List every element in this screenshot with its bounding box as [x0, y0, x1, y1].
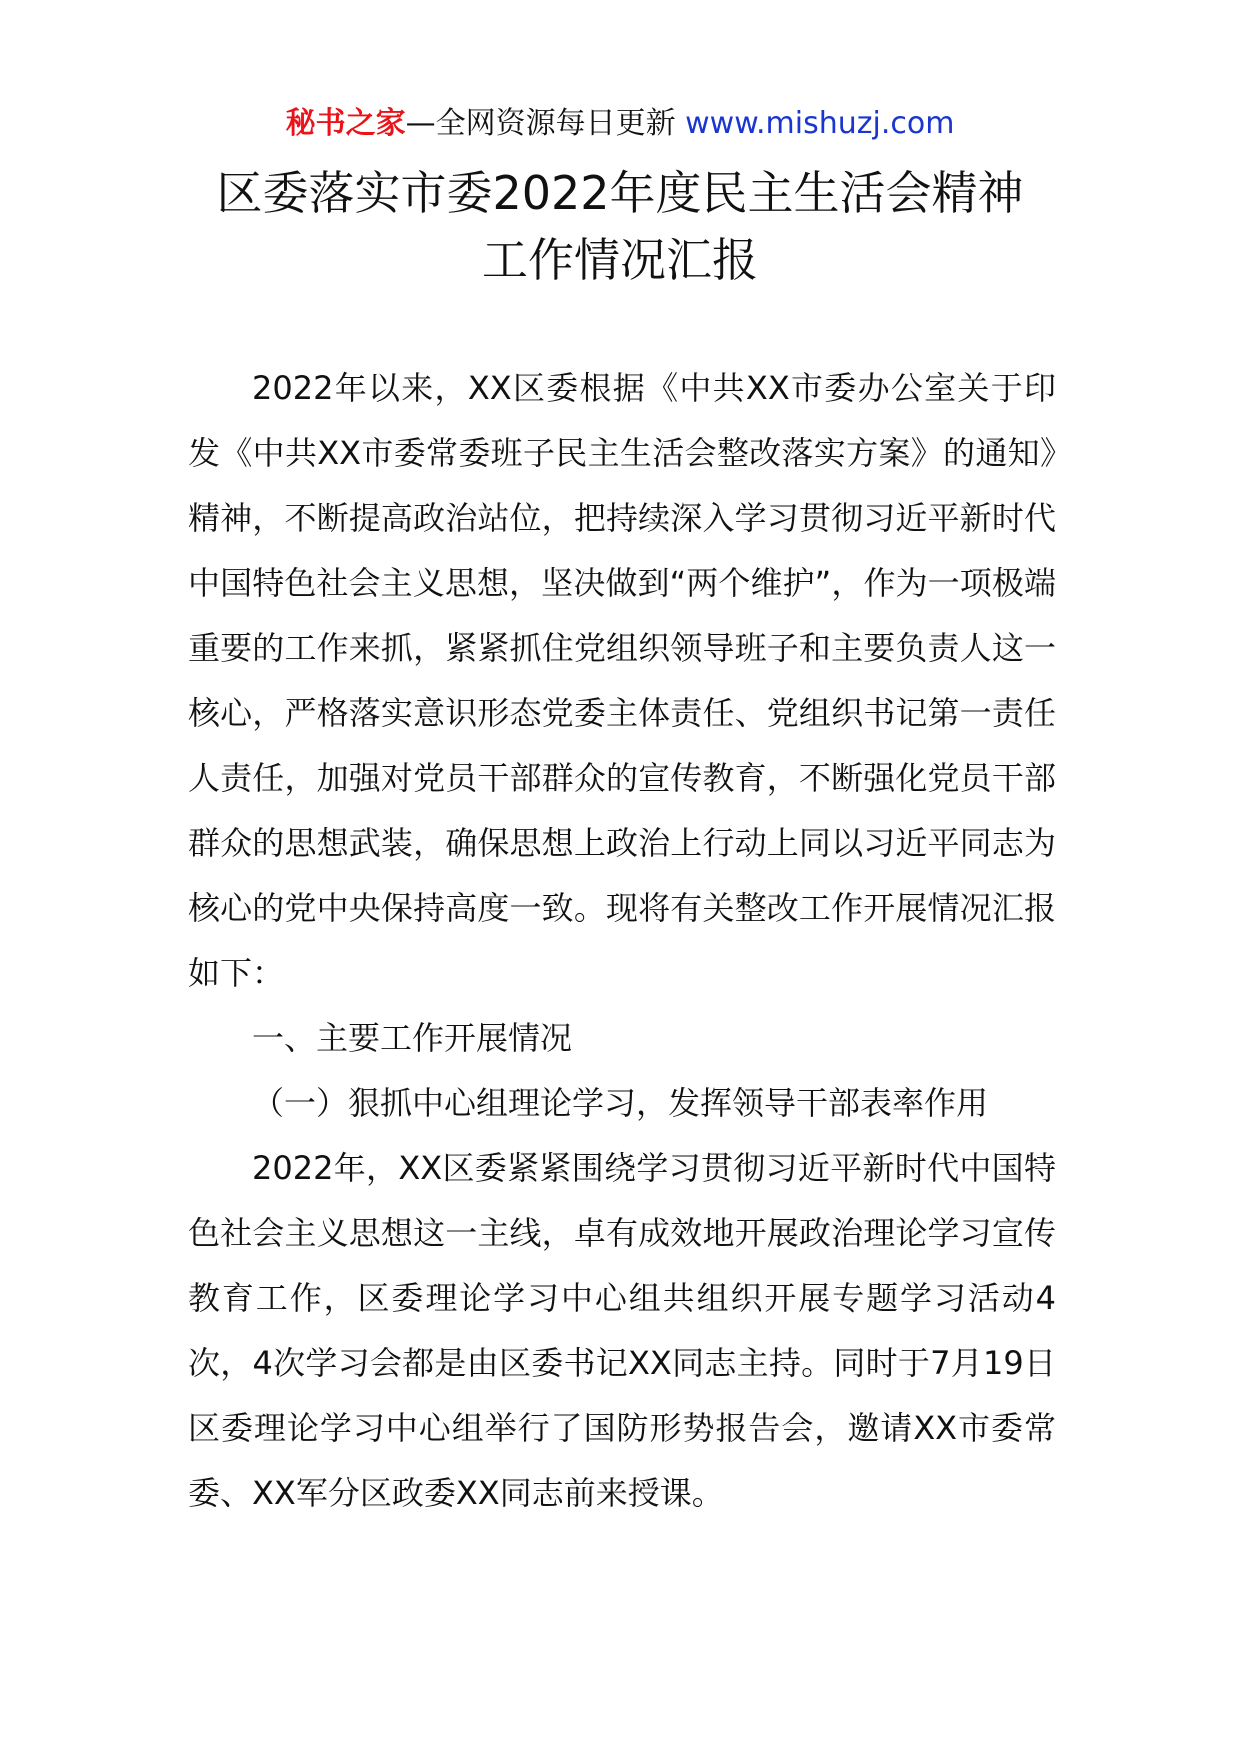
subsection-heading-1: （一）狠抓中心组理论学习，发挥领导干部表率作用: [252, 1084, 989, 1122]
watermark-url: www.mishuzj.com: [685, 106, 955, 141]
document-body: [188, 356, 1056, 1526]
section-heading-1: 一、主要工作开展情况: [252, 1019, 573, 1057]
title-line-1: 区委落实市委2022年度民主生活会精神: [216, 166, 1024, 220]
title-line-2: 工作情况汇报: [482, 233, 758, 287]
document-title: [0, 160, 1240, 294]
intro-paragraph: 2022年以来，XX区委根据《中共XX市委办公室关于印发《中共XX市委常委班子民主生活会整改落实方案》的通知》精神，不断提高政治站位，把持续深入学习贯彻习近平新时代中国特色社会主义思想，坚决做到“两个维护”，作为一项极端重要的工作来抓，紧紧抓住党组织领导班子和主要负责人这一核心，严格落实意识形态党委主体责任、党组织书记第一责任人责任，加强对党员干部群众的宣传教育，不断强化党员干部群众的思想武装，确保思想上政治上行动上同以习近平同志为核心的党中央保持高度一致。现将有关整改工作开展情况汇报如下：: [188, 369, 1056, 992]
watermark-slogan: —全网资源每日更新: [405, 106, 676, 141]
watermark-brand: 秘书之家: [285, 106, 406, 141]
study-paragraph: 2022年，XX区委紧紧围绕学习贯彻习近平新时代中国特色社会主义思想这一主线，卓有成效地开展政治理论学习宣传教育工作，区委理论学习中心组共组织开展专题学习活动4次，4次学习会都是由区委书记XX同志主持。同时于7月19日区委理论学习中心组举行了国防形势报告会，邀请XX市委常委、XX军分区政委XX同志前来授课。: [188, 1149, 1056, 1512]
watermark-banner: [0, 104, 1240, 144]
